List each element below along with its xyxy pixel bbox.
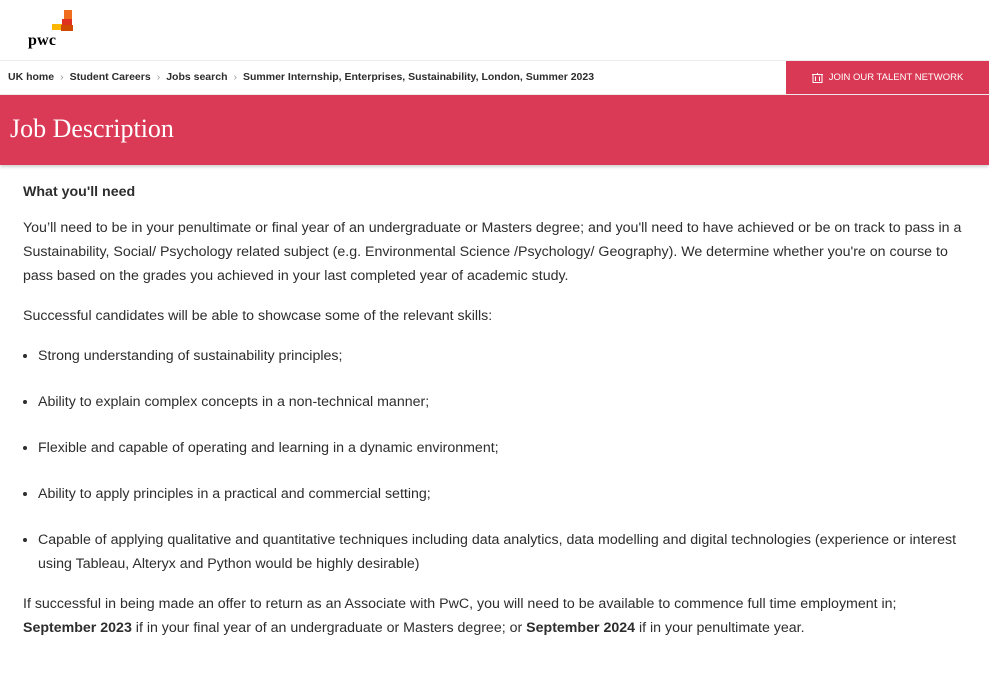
title-banner — [0, 95, 989, 165]
breadcrumb-uk-home[interactable]: UK home — [8, 71, 55, 83]
breadcrumb-student-careers[interactable]: Student Careers — [69, 71, 151, 83]
breadcrumb-separator: › — [233, 71, 237, 83]
logo-wordmark: pwc — [28, 32, 57, 49]
breadcrumb-bar — [0, 60, 989, 95]
list-item: • Capable of applying qualitative and quantitative techniques including data analytics, data modelling and digital technologies (experience or interest using Tableau, Alteryx and Python would be highly desirable) — [38, 528, 967, 576]
skills-intro: Successful candidates will be able to showcase some of the relevant skills: — [23, 308, 493, 324]
requirements-paragraph: You’ll need to be in your penultimate or final year of an undergraduate or Masters degree; and you'll need to have achieved or be on track to pass in a Sustainability, Social/ Psychology related subject (e.g. Environmental Science /Psychology/ Geography). We determine whether you're on course to pass based on the grades you achieved in your last completed year of academic study. — [23, 220, 962, 284]
pwc-logo[interactable] — [28, 10, 80, 52]
breadcrumb-separator: › — [60, 71, 64, 83]
breadcrumb-current-page: Summer Internship, Enterprises, Sustainability, London, Summer 2023 — [243, 71, 595, 83]
offer-text: if in your penultimate year. — [635, 620, 805, 636]
site-header — [0, 0, 989, 60]
start-date-final-year: September 2023 — [23, 620, 132, 636]
list-item: • Ability to apply principles in a practical and commercial setting; — [38, 482, 967, 506]
section-heading: What you'll need — [23, 184, 136, 200]
skills-list — [23, 344, 967, 576]
offer-text: if in your final year of an undergraduate or Masters degree; or — [131, 620, 527, 636]
list-item: • Ability to explain complex concepts in a non-technical manner; — [38, 390, 967, 414]
breadcrumb-jobs-search[interactable]: Jobs search — [166, 71, 228, 83]
start-date-penultimate-year: September 2024 — [526, 620, 636, 636]
list-item: • Strong understanding of sustainability principles; — [38, 344, 967, 368]
job-description-content — [0, 165, 989, 640]
breadcrumb — [8, 61, 594, 94]
building-icon — [812, 73, 823, 83]
join-talent-network-button[interactable] — [786, 61, 989, 94]
page-title: Job Description — [10, 114, 174, 143]
join-talent-network-label: JOIN OUR TALENT NETWORK — [828, 72, 964, 83]
breadcrumb-separator: › — [156, 71, 161, 83]
offer-paragraph — [23, 592, 967, 640]
list-item: • Flexible and capable of operating and learning in a dynamic environment; — [38, 436, 967, 460]
offer-text: If successful in being made an offer to return as an Associate with PwC, you will need to be available to commence full time employment in; — [23, 596, 897, 612]
